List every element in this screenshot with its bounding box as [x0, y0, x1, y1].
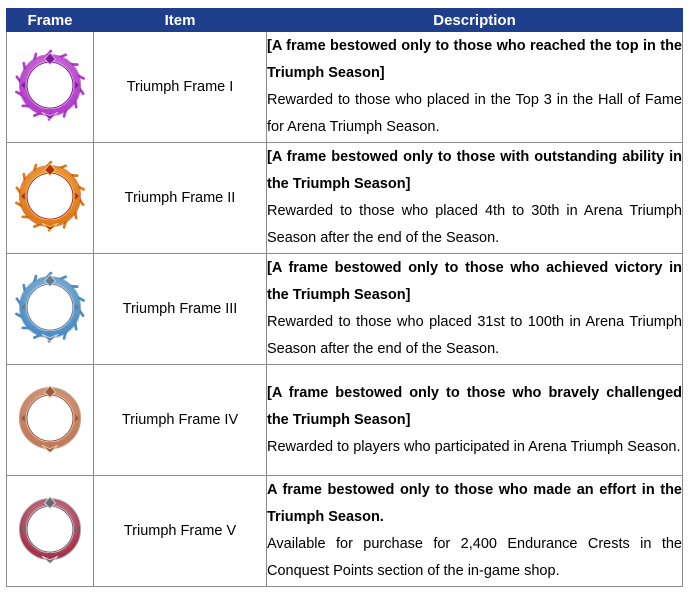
item-name: Triumph Frame IV	[94, 365, 267, 476]
table-row	[7, 32, 683, 143]
item-name: Triumph Frame V	[94, 476, 267, 587]
frame-cell	[7, 254, 94, 365]
description-body: Rewarded to players who participated in Arena Triumph Season.	[267, 438, 681, 455]
blue-laurel-frame-icon	[14, 271, 86, 347]
frame-cell	[7, 365, 94, 476]
description-cell	[267, 143, 683, 254]
orange-laurel-frame-icon	[14, 160, 86, 236]
frame-cell	[7, 476, 94, 587]
description-body: Rewarded to those who placed 4th to 30th in Arena Triumph Season after the end of the Season.	[267, 203, 682, 246]
bronze-frame-icon	[14, 382, 86, 458]
item-name: Triumph Frame II	[94, 143, 267, 254]
triumph-frames-table	[6, 8, 683, 587]
description-title: [A frame bestowed only to those who reached the top in the Triumph Season]	[267, 38, 682, 81]
description-cell	[267, 254, 683, 365]
description-title: [A frame bestowed only to those who bravely challenged the Triumph Season]	[267, 384, 682, 428]
frame-cell	[7, 143, 94, 254]
description-title: [A frame bestowed only to those who achieved victory in the Triumph Season]	[267, 260, 682, 303]
frame-cell	[7, 32, 94, 143]
description-cell	[267, 32, 683, 143]
description-title: [A frame bestowed only to those with outstanding ability in the Triumph Season]	[267, 149, 682, 192]
description-body: Rewarded to those who placed in the Top 3 in the Hall of Fame for Arena Triumph Season.	[267, 92, 682, 135]
description-body: Available for purchase for 2,400 Endurance Crests in the Conquest Points section of the in-game shop.	[267, 536, 682, 579]
description-body: Rewarded to those who placed 31st to 100th in Arena Triumph Season after the end of the Season.	[267, 314, 682, 357]
header-frame: Frame	[7, 9, 94, 32]
item-name: Triumph Frame III	[94, 254, 267, 365]
table-row	[7, 365, 683, 476]
description-title: A frame bestowed only to those who made an effort in the Triumph Season.	[267, 482, 682, 525]
item-name: Triumph Frame I	[94, 32, 267, 143]
table-row	[7, 476, 683, 587]
crimson-steel-frame-icon	[14, 493, 86, 569]
description-cell	[267, 476, 683, 587]
header-item: Item	[94, 9, 267, 32]
description-cell	[267, 365, 683, 476]
table-header-row	[7, 9, 683, 32]
table-row	[7, 143, 683, 254]
header-description: Description	[267, 9, 683, 32]
table-row	[7, 254, 683, 365]
purple-laurel-frame-icon	[14, 49, 86, 125]
